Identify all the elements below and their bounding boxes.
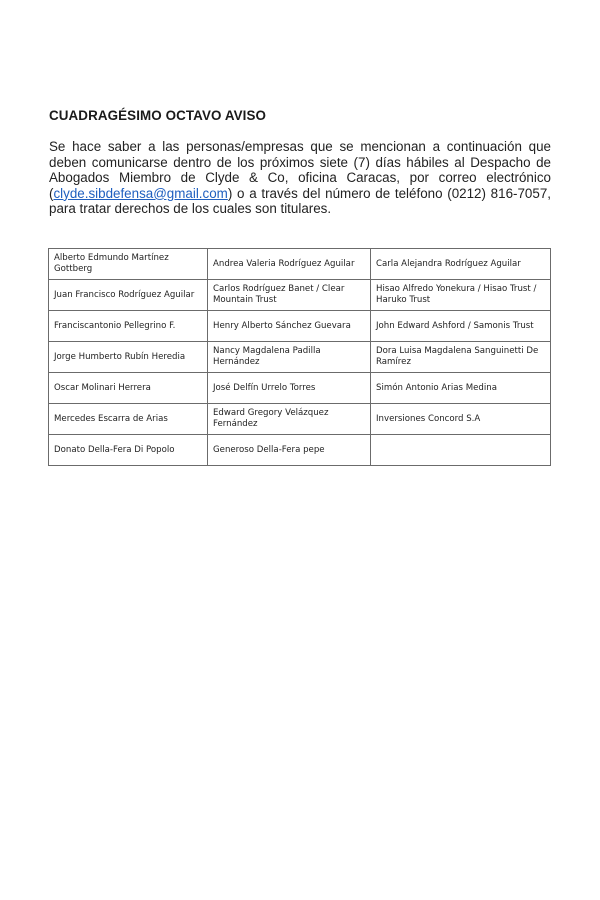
- table-row: [49, 280, 551, 311]
- table-row: [49, 435, 551, 466]
- notice-text-before-link: Se hace saber a las personas/empresas que se mencionan a continuación que deben comunicarse dentro de los próximos siete (7) días hábiles al Despacho de Abogados Miembro de Clyde & Co, oficina Caracas, por correo electrónico (: [49, 139, 551, 201]
- table-row: [49, 404, 551, 435]
- table-cell: Oscar Molinari Herrera: [49, 373, 208, 404]
- table-cell: Andrea Valeria Rodríguez Aguilar: [208, 249, 371, 280]
- table-cell: Dora Luisa Magdalena Sanguinetti De Ramírez: [371, 342, 551, 373]
- table-cell: Donato Della-Fera Di Popolo: [49, 435, 208, 466]
- table-cell: Nancy Magdalena Padilla Hernández: [208, 342, 371, 373]
- table-cell: John Edward Ashford / Samonis Trust: [371, 311, 551, 342]
- table-cell: Alberto Edmundo Martínez Gottberg: [49, 249, 208, 280]
- table-row: [49, 311, 551, 342]
- table-cell: Generoso Della-Fera pepe: [208, 435, 371, 466]
- notice-title: CUADRAGÉSIMO OCTAVO AVISO: [49, 108, 267, 123]
- table-cell: Edward Gregory Velázquez Fernández: [208, 404, 371, 435]
- table-cell: Jorge Humberto Rubín Heredia: [49, 342, 208, 373]
- table-cell: José Delfín Urrelo Torres: [208, 373, 371, 404]
- table-cell: Henry Alberto Sánchez Guevara: [208, 311, 371, 342]
- table-cell: Simón Antonio Arias Medina: [371, 373, 551, 404]
- notice-paragraph: [49, 139, 551, 217]
- table-cell: Mercedes Escarra de Arias: [49, 404, 208, 435]
- table-cell: Inversiones Concord S.A: [371, 404, 551, 435]
- email-link[interactable]: clyde.sibdefensa@gmail.com: [53, 185, 228, 201]
- table-cell: Carlos Rodríguez Banet / Clear Mountain Trust: [208, 280, 371, 311]
- table-cell: Hisao Alfredo Yonekura / Hisao Trust / Haruko Trust: [371, 280, 551, 311]
- notice-text-after-link: ) o a través del número de teléfono (0212) 816-7057, para tratar derechos de los cuales son titulares.: [49, 185, 551, 217]
- table-cell: Carla Alejandra Rodríguez Aguilar: [371, 249, 551, 280]
- table-row: [49, 342, 551, 373]
- table-cell: Juan Francisco Rodríguez Aguilar: [49, 280, 208, 311]
- table-cell: Franciscantonio Pellegrino F.: [49, 311, 208, 342]
- table-row: [49, 249, 551, 280]
- table-cell: [371, 435, 551, 466]
- names-table: [48, 248, 551, 466]
- table-row: [49, 373, 551, 404]
